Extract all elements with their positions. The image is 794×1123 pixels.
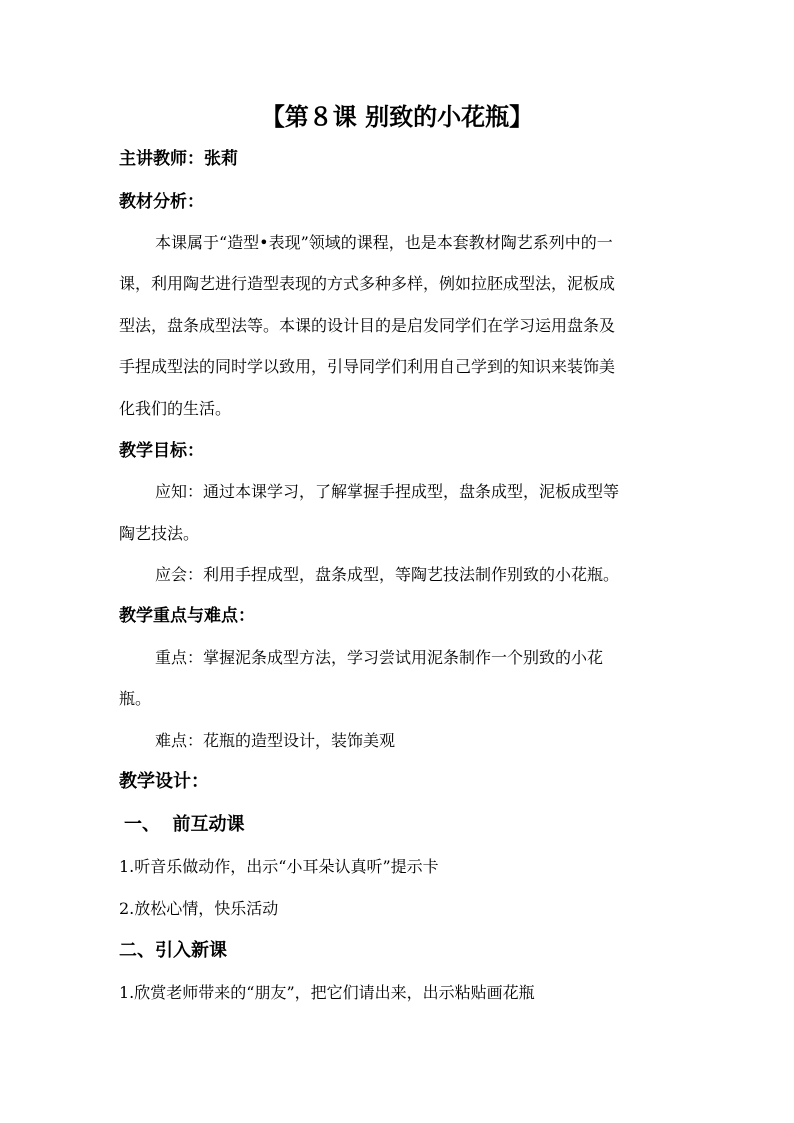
material-line-3: 型法，盘条成型法等。本课的设计目的是启发同学们在学习运用盘条及 [119, 316, 616, 335]
goals-line-2: 陶艺技法。 [119, 524, 200, 543]
material-heading: 教材分析： [119, 192, 204, 212]
key-line-2: 瓶。 [119, 689, 152, 708]
material-line-4: 手捏成型法的同时学以致用，引导同学们利用自己学到的知识来装饰美 [119, 357, 616, 376]
section2-heading: 二、引入新课 [119, 940, 227, 961]
goals-line-3: 应会：利用手捏成型，盘条成型，等陶艺技法制作别致的小花瓶。 [155, 565, 620, 584]
goals-line-1: 应知：通过本课学习，了解掌握手捏成型，盘条成型，泥板成型等 [155, 482, 620, 501]
material-line-2: 课，利用陶艺进行造型表现的方式多种多样，例如拉胚成型法，泥板成 [119, 274, 616, 293]
material-line-1: 本课属于“造型•表现”领域的课程，也是本套教材陶艺系列中的一 [155, 233, 613, 252]
lesson-title: 【第８课 别致的小花瓶】 [260, 102, 534, 131]
goals-heading: 教学目标： [119, 441, 204, 461]
section1-heading: 一、 前互动课 [124, 814, 245, 835]
teacher-line: 主讲教师：张莉 [119, 149, 238, 169]
key-line-3: 难点：花瓶的造型设计，装饰美观 [155, 731, 396, 750]
section2-item-1: 1.欣赏老师带来的“朋友”，把它们请出来，出示粘贴画花瓶 [119, 983, 535, 1002]
section1-item-1: 1.听音乐做动作，出示“小耳朵认真听”提示卡 [119, 857, 439, 876]
key-line-1: 重点：掌握泥条成型方法，学习尝试用泥条制作一个别致的小花 [155, 648, 604, 667]
key-heading: 教学重点与难点： [119, 606, 255, 626]
material-line-5: 化我们的生活。 [119, 399, 232, 418]
design-heading: 教学设计： [119, 771, 209, 792]
section1-item-2: 2.放松心情，快乐活动 [119, 899, 279, 918]
